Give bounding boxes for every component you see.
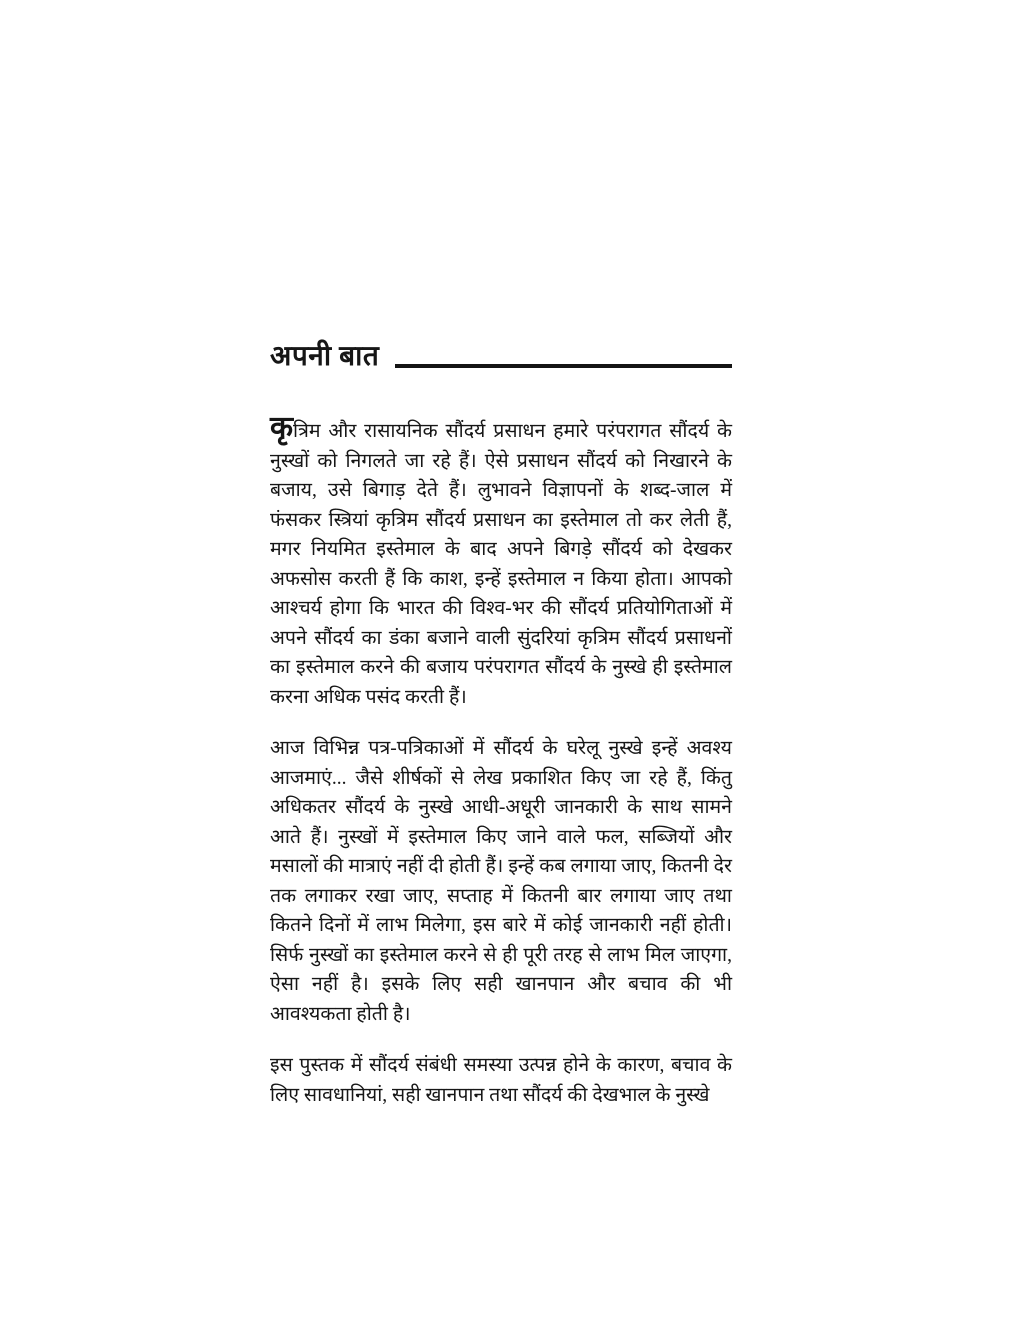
paragraph-2 [270, 734, 732, 1029]
body-text [270, 413, 732, 1110]
heading-rule [395, 364, 732, 368]
paragraph-3-text: इस पुस्तक में सौंदर्य संबंधी समस्या उत्पन्न होने के कारण, बचाव के लिए सावधानियां, सही खानपान तथा सौंदर्य की देखभाल के नुस्खे [270, 1055, 732, 1106]
paragraph-1 [270, 413, 732, 712]
paragraph-1-text: त्रिम और रासायनिक सौंदर्य प्रसाधन हमारे परंपरागत सौंदर्य के नुस्खों को निगलते जा रहे हैं। ऐसे प्रसाधन सौंदर्य को निखारने के बजाय, उसे बिगाड़ देते हैं। लुभावने विज्ञापनों के शब्द-जाल में फंसकर स्त्रियां कृत्रिम सौंदर्य प्रसाधन का इस्तेमाल तो कर लेती हैं, मगर नियमित इस्तेमाल के बाद अपने बिगड़े सौंदर्य को देखकर अफसोस करती हैं कि काश, इन्हें इस्तेमाल न किया होता। आपको आश्चर्य होगा कि भारत की विश्व-भर की सौंदर्य प्रतियोगिताओं में अपने सौंदर्य का डंका बजाने वाली सुंदरियां कृत्रिम सौंदर्य प्रसाधनों का इस्तेमाल करने की बजाय परंपरागत सौंदर्य के नुस्खे ही इस्तेमाल करना अधिक पसंद करती हैं। [270, 421, 732, 708]
paragraph-2-text: आज विभिन्न पत्र-पत्रिकाओं में सौंदर्य के घरेलू नुस्खे इन्हें अवश्य आजमाएं... जैसे शीर्षकों से लेख प्रकाशित किए जा रहे हैं, किंतु अधिकतर सौंदर्य के नुस्खे आधी-अधूरी जानकारी के साथ सामने आते हैं। नुस्खों में इस्तेमाल किए जाने वाले फल, सब्जियों और मसालों की मात्राएं नहीं दी होती हैं। इन्हें कब लगाया जाए, कितनी देर तक लगाकर रखा जाए, सप्ताह में कितनी बार लगाया जाए तथा कितने दिनों में लाभ मिलेगा, इस बारे में कोई जानकारी नहीं होती। सिर्फ नुस्खों का इस्तेमाल करने से ही पूरी तरह से लाभ मिल जाएगा, ऐसा नहीं है। इसके लिए सही खानपान और बचाव की भी आवश्यकता होती है। [270, 738, 732, 1025]
page-title: अपनी बात [270, 341, 380, 372]
page-content [270, 341, 732, 1132]
section-heading-row [270, 341, 732, 373]
paragraph-3 [270, 1051, 732, 1110]
dropcap: कृ [270, 411, 294, 444]
